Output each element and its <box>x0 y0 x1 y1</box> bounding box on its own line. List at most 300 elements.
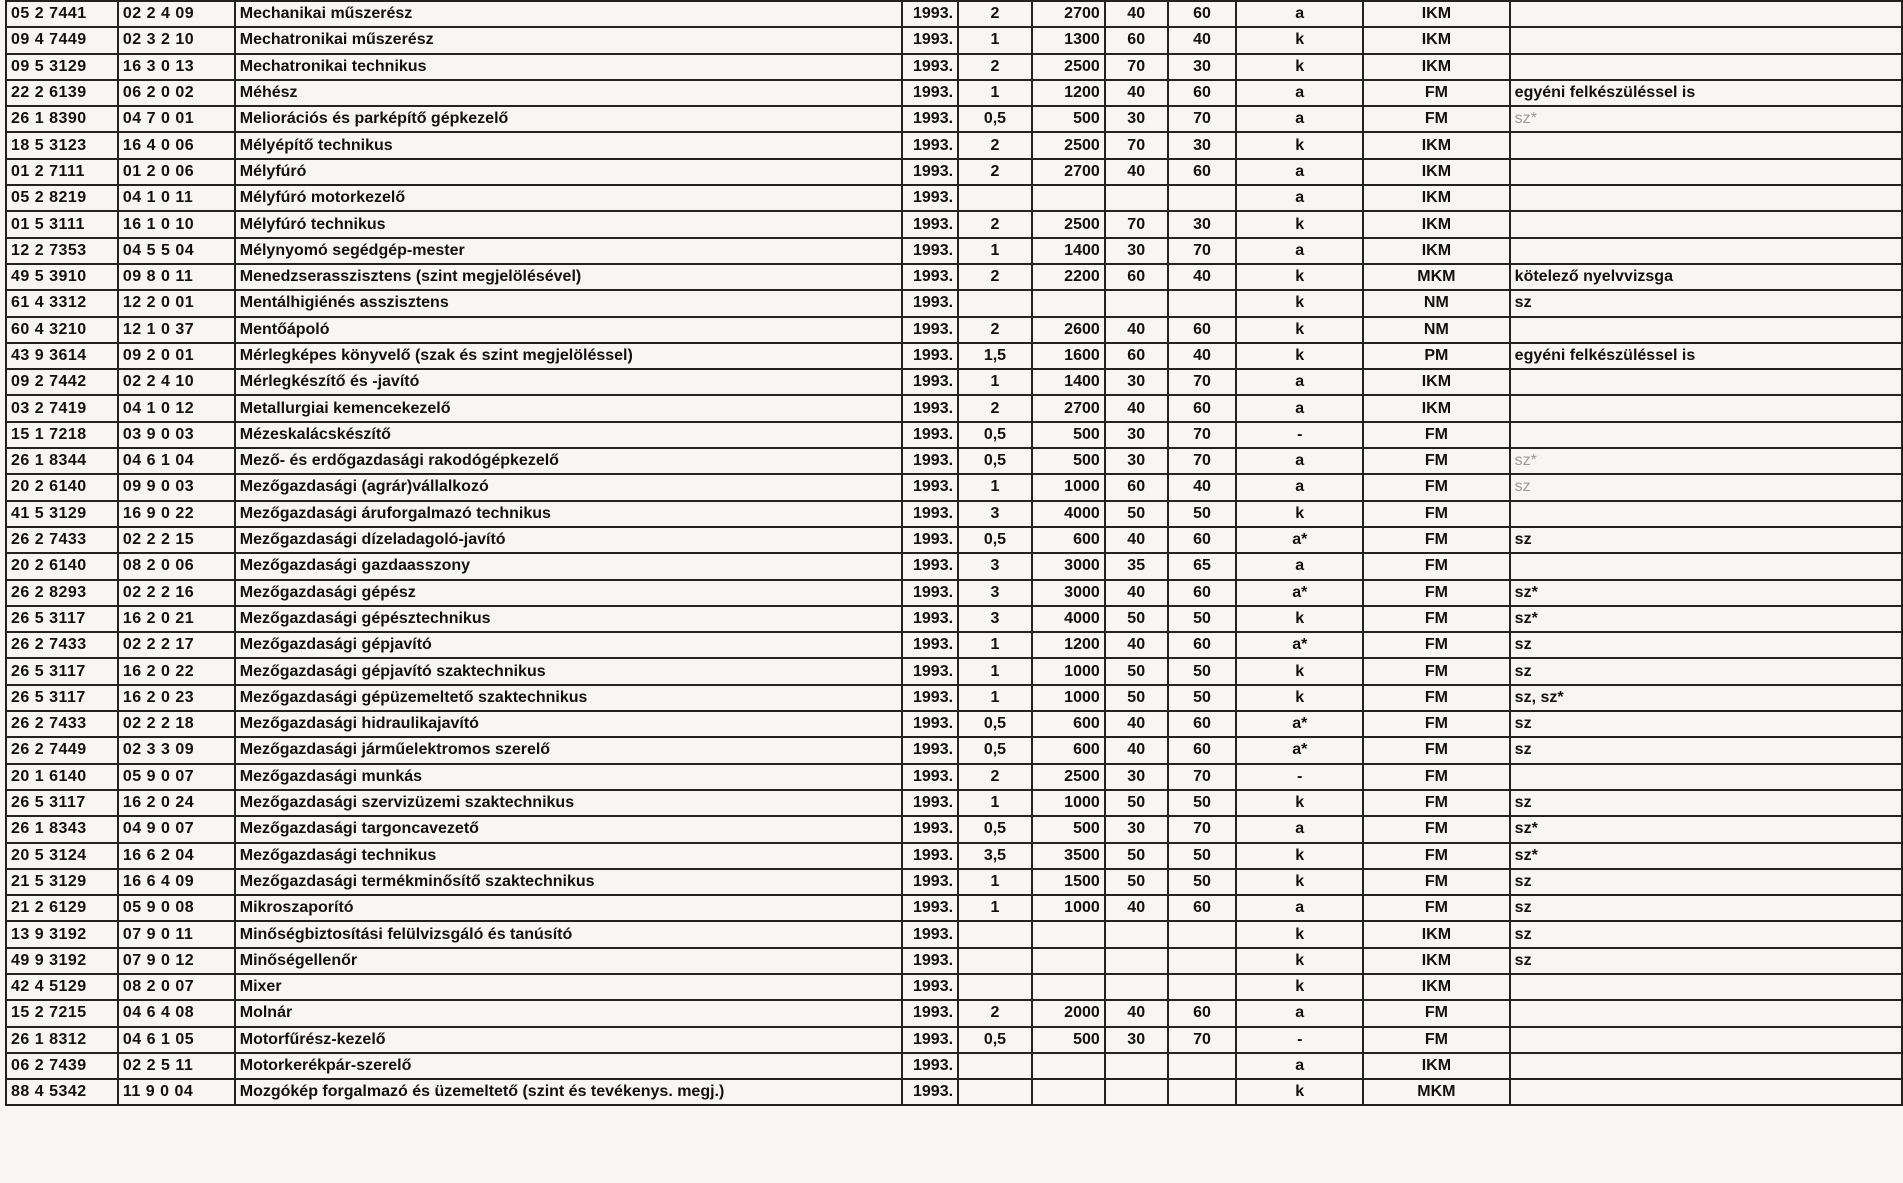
cell-year: 1993. <box>902 921 958 947</box>
cell-theory-percent: 40 <box>1105 80 1168 106</box>
cell-note <box>1510 132 1902 158</box>
cell-note: sz <box>1510 711 1902 737</box>
cell-practice-percent: 50 <box>1168 606 1237 632</box>
cell-duration <box>958 185 1032 211</box>
cell-year: 1993. <box>902 553 958 579</box>
cell-code-2: 11 9 0 04 <box>118 1079 235 1105</box>
cell-year: 1993. <box>902 869 958 895</box>
cell-hours <box>1032 290 1105 316</box>
cell-name: Mezőgazdasági járműelektromos szerelő <box>235 737 902 763</box>
cell-code-1: 43 9 3614 <box>6 343 118 369</box>
cell-practice-percent: 70 <box>1168 764 1237 790</box>
cell-theory-percent: 60 <box>1105 264 1168 290</box>
cell-note: sz <box>1510 948 1902 974</box>
cell-code-1: 01 2 7111 <box>6 159 118 185</box>
cell-note: sz <box>1510 474 1902 500</box>
cell-code-2: 16 2 0 23 <box>118 685 235 711</box>
cell-exam-type: k <box>1236 290 1363 316</box>
cell-hours: 1600 <box>1032 343 1105 369</box>
cell-theory-percent: 30 <box>1105 1027 1168 1053</box>
cell-note <box>1510 159 1902 185</box>
cell-practice-percent <box>1168 1053 1237 1079</box>
cell-ministry: IKM <box>1363 948 1510 974</box>
cell-ministry: FM <box>1363 685 1510 711</box>
table-row <box>6 54 1902 80</box>
cell-exam-type: k <box>1236 27 1363 53</box>
table-row <box>6 290 1902 316</box>
cell-ministry: IKM <box>1363 369 1510 395</box>
cell-duration: 2 <box>958 1000 1032 1026</box>
cell-practice-percent: 70 <box>1168 1027 1237 1053</box>
table-row <box>6 843 1902 869</box>
cell-code-2: 05 9 0 07 <box>118 764 235 790</box>
cell-practice-percent <box>1168 290 1237 316</box>
cell-duration: 1 <box>958 869 1032 895</box>
cell-duration: 0,5 <box>958 527 1032 553</box>
cell-theory-percent <box>1105 921 1168 947</box>
cell-name: Mechanikai műszerész <box>235 1 902 27</box>
cell-theory-percent: 40 <box>1105 527 1168 553</box>
cell-note: sz <box>1510 737 1902 763</box>
cell-ministry: IKM <box>1363 921 1510 947</box>
cell-name: Mérlegkészítő és -javító <box>235 369 902 395</box>
cell-theory-percent <box>1105 1079 1168 1105</box>
cell-practice-percent: 60 <box>1168 395 1237 421</box>
cell-exam-type: a <box>1236 369 1363 395</box>
table-row <box>6 921 1902 947</box>
cell-practice-percent <box>1168 921 1237 947</box>
table-row <box>6 685 1902 711</box>
cell-note <box>1510 501 1902 527</box>
cell-ministry: FM <box>1363 632 1510 658</box>
cell-name: Mozgókép forgalmazó és üzemeltető (szint és tevékenys. megj.) <box>235 1079 902 1105</box>
cell-name: Mezőgazdasági targoncavezető <box>235 816 902 842</box>
table-row <box>6 869 1902 895</box>
cell-note <box>1510 1027 1902 1053</box>
table-row <box>6 422 1902 448</box>
cell-duration: 1 <box>958 238 1032 264</box>
cell-year: 1993. <box>902 395 958 421</box>
cell-theory-percent: 40 <box>1105 1 1168 27</box>
cell-name: Mérlegképes könyvelő (szak és szint megjelöléssel) <box>235 343 902 369</box>
cell-ministry: FM <box>1363 764 1510 790</box>
cell-note: sz* <box>1510 843 1902 869</box>
cell-code-1: 20 2 6140 <box>6 553 118 579</box>
cell-code-2: 02 2 5 11 <box>118 1053 235 1079</box>
table-row <box>6 1053 1902 1079</box>
table-row <box>6 317 1902 343</box>
cell-exam-type: a <box>1236 448 1363 474</box>
cell-theory-percent: 30 <box>1105 448 1168 474</box>
cell-duration <box>958 1053 1032 1079</box>
cell-name: Mélyfúró technikus <box>235 211 902 237</box>
cell-practice-percent: 40 <box>1168 264 1237 290</box>
cell-practice-percent: 30 <box>1168 54 1237 80</box>
cell-name: Mezőgazdasági gépjavító <box>235 632 902 658</box>
cell-practice-percent: 60 <box>1168 527 1237 553</box>
cell-year: 1993. <box>902 764 958 790</box>
cell-theory-percent: 30 <box>1105 764 1168 790</box>
cell-practice-percent: 60 <box>1168 1 1237 27</box>
cell-exam-type: k <box>1236 921 1363 947</box>
cell-ministry: FM <box>1363 843 1510 869</box>
cell-duration: 0,5 <box>958 737 1032 763</box>
cell-year: 1993. <box>902 132 958 158</box>
cell-code-2: 02 2 2 17 <box>118 632 235 658</box>
cell-year: 1993. <box>902 948 958 974</box>
cell-code-1: 13 9 3192 <box>6 921 118 947</box>
cell-practice-percent: 70 <box>1168 816 1237 842</box>
cell-name: Mező- és erdőgazdasági rakodógépkezelő <box>235 448 902 474</box>
table-row <box>6 527 1902 553</box>
cell-year: 1993. <box>902 80 958 106</box>
cell-code-2: 12 1 0 37 <box>118 317 235 343</box>
cell-year: 1993. <box>902 211 958 237</box>
cell-hours: 1400 <box>1032 369 1105 395</box>
cell-duration: 2 <box>958 764 1032 790</box>
cell-ministry: FM <box>1363 580 1510 606</box>
cell-practice-percent: 60 <box>1168 711 1237 737</box>
cell-code-1: 21 5 3129 <box>6 869 118 895</box>
cell-code-1: 26 1 8390 <box>6 106 118 132</box>
qualification-table <box>5 0 1903 1106</box>
cell-ministry: MKM <box>1363 264 1510 290</box>
cell-name: Mezőgazdasági gépüzemeltető szaktechnikus <box>235 685 902 711</box>
cell-code-2: 08 2 0 06 <box>118 553 235 579</box>
cell-ministry: FM <box>1363 448 1510 474</box>
cell-theory-percent: 70 <box>1105 132 1168 158</box>
cell-ministry: FM <box>1363 474 1510 500</box>
cell-exam-type: k <box>1236 869 1363 895</box>
cell-code-2: 07 9 0 11 <box>118 921 235 947</box>
cell-year: 1993. <box>902 737 958 763</box>
cell-duration: 2 <box>958 211 1032 237</box>
cell-theory-percent: 50 <box>1105 501 1168 527</box>
cell-name: Mezőgazdasági gépész <box>235 580 902 606</box>
cell-year: 1993. <box>902 527 958 553</box>
cell-name: Mezőgazdasági gépjavító szaktechnikus <box>235 658 902 684</box>
cell-note: sz* <box>1510 606 1902 632</box>
table-row <box>6 474 1902 500</box>
table-row <box>6 658 1902 684</box>
cell-code-2: 04 6 1 04 <box>118 448 235 474</box>
cell-code-2: 16 2 0 21 <box>118 606 235 632</box>
cell-name: Mélyfúró motorkezelő <box>235 185 902 211</box>
cell-year: 1993. <box>902 448 958 474</box>
cell-ministry: FM <box>1363 1000 1510 1026</box>
cell-code-1: 09 5 3129 <box>6 54 118 80</box>
cell-hours: 2500 <box>1032 211 1105 237</box>
table-row <box>6 790 1902 816</box>
cell-exam-type: a <box>1236 1053 1363 1079</box>
cell-duration: 2 <box>958 54 1032 80</box>
cell-duration: 0,5 <box>958 816 1032 842</box>
cell-duration: 1 <box>958 685 1032 711</box>
cell-year: 1993. <box>902 658 958 684</box>
cell-exam-type: a* <box>1236 737 1363 763</box>
cell-practice-percent <box>1168 1079 1237 1105</box>
cell-year: 1993. <box>902 106 958 132</box>
cell-note: sz <box>1510 527 1902 553</box>
cell-year: 1993. <box>902 1 958 27</box>
cell-hours: 500 <box>1032 448 1105 474</box>
cell-code-1: 26 1 8344 <box>6 448 118 474</box>
cell-code-2: 04 1 0 12 <box>118 395 235 421</box>
table-row <box>6 80 1902 106</box>
cell-ministry: IKM <box>1363 395 1510 421</box>
cell-note <box>1510 1079 1902 1105</box>
cell-name: Mentálhigiénés asszisztens <box>235 290 902 316</box>
cell-ministry: FM <box>1363 422 1510 448</box>
cell-code-2: 16 1 0 10 <box>118 211 235 237</box>
cell-code-1: 26 2 7449 <box>6 737 118 763</box>
cell-exam-type: - <box>1236 1027 1363 1053</box>
cell-code-1: 26 5 3117 <box>6 606 118 632</box>
cell-note <box>1510 211 1902 237</box>
cell-duration: 1 <box>958 27 1032 53</box>
cell-code-1: 26 2 8293 <box>6 580 118 606</box>
cell-year: 1993. <box>902 816 958 842</box>
table-row <box>6 264 1902 290</box>
cell-duration <box>958 1079 1032 1105</box>
cell-code-2: 04 9 0 07 <box>118 816 235 842</box>
cell-ministry: FM <box>1363 711 1510 737</box>
cell-practice-percent: 30 <box>1168 211 1237 237</box>
cell-ministry: FM <box>1363 606 1510 632</box>
cell-code-2: 04 1 0 11 <box>118 185 235 211</box>
cell-hours: 1000 <box>1032 658 1105 684</box>
cell-theory-percent: 35 <box>1105 553 1168 579</box>
cell-code-1: 21 2 6129 <box>6 895 118 921</box>
cell-name: Mezőgazdasági termékminősítő szaktechnikus <box>235 869 902 895</box>
cell-practice-percent: 60 <box>1168 895 1237 921</box>
cell-exam-type: k <box>1236 211 1363 237</box>
cell-practice-percent <box>1168 948 1237 974</box>
cell-theory-percent: 30 <box>1105 422 1168 448</box>
cell-code-2: 16 4 0 06 <box>118 132 235 158</box>
cell-theory-percent: 30 <box>1105 816 1168 842</box>
cell-code-1: 12 2 7353 <box>6 238 118 264</box>
cell-exam-type: a <box>1236 238 1363 264</box>
cell-theory-percent: 40 <box>1105 632 1168 658</box>
cell-hours: 1400 <box>1032 238 1105 264</box>
table-row <box>6 1027 1902 1053</box>
cell-duration <box>958 974 1032 1000</box>
cell-exam-type: k <box>1236 264 1363 290</box>
cell-practice-percent: 50 <box>1168 790 1237 816</box>
cell-name: Mezőgazdasági gépésztechnikus <box>235 606 902 632</box>
cell-hours: 3000 <box>1032 580 1105 606</box>
cell-year: 1993. <box>902 685 958 711</box>
cell-theory-percent: 50 <box>1105 685 1168 711</box>
cell-year: 1993. <box>902 369 958 395</box>
cell-code-1: 42 4 5129 <box>6 974 118 1000</box>
cell-duration <box>958 921 1032 947</box>
cell-note <box>1510 553 1902 579</box>
cell-code-1: 26 2 7433 <box>6 527 118 553</box>
cell-duration: 2 <box>958 317 1032 343</box>
cell-duration: 1 <box>958 632 1032 658</box>
cell-note <box>1510 54 1902 80</box>
cell-name: Metallurgiai kemencekezelő <box>235 395 902 421</box>
cell-ministry: IKM <box>1363 185 1510 211</box>
cell-practice-percent: 50 <box>1168 685 1237 711</box>
cell-year: 1993. <box>902 974 958 1000</box>
cell-hours: 600 <box>1032 711 1105 737</box>
cell-code-2: 09 8 0 11 <box>118 264 235 290</box>
cell-ministry: PM <box>1363 343 1510 369</box>
cell-ministry: NM <box>1363 317 1510 343</box>
table-row <box>6 27 1902 53</box>
cell-duration <box>958 290 1032 316</box>
table-row <box>6 711 1902 737</box>
cell-hours: 4000 <box>1032 606 1105 632</box>
table-row <box>6 606 1902 632</box>
cell-note: sz* <box>1510 816 1902 842</box>
cell-theory-percent: 60 <box>1105 474 1168 500</box>
cell-practice-percent: 60 <box>1168 580 1237 606</box>
cell-hours: 1000 <box>1032 790 1105 816</box>
cell-year: 1993. <box>902 290 958 316</box>
table-row <box>6 395 1902 421</box>
cell-practice-percent: 60 <box>1168 80 1237 106</box>
cell-code-2: 04 5 5 04 <box>118 238 235 264</box>
cell-year: 1993. <box>902 159 958 185</box>
cell-hours: 1500 <box>1032 869 1105 895</box>
cell-hours: 2500 <box>1032 54 1105 80</box>
cell-year: 1993. <box>902 711 958 737</box>
cell-name: Mezőgazdasági szervizüzemi szaktechnikus <box>235 790 902 816</box>
cell-duration <box>958 948 1032 974</box>
cell-hours: 3000 <box>1032 553 1105 579</box>
cell-year: 1993. <box>902 1079 958 1105</box>
cell-hours: 2500 <box>1032 764 1105 790</box>
cell-ministry: NM <box>1363 290 1510 316</box>
cell-ministry: IKM <box>1363 54 1510 80</box>
cell-exam-type: k <box>1236 948 1363 974</box>
cell-code-1: 09 4 7449 <box>6 27 118 53</box>
cell-duration: 1 <box>958 474 1032 500</box>
cell-hours: 2700 <box>1032 159 1105 185</box>
cell-year: 1993. <box>902 474 958 500</box>
table-row <box>6 764 1902 790</box>
table-row <box>6 211 1902 237</box>
cell-theory-percent: 70 <box>1105 54 1168 80</box>
cell-practice-percent: 60 <box>1168 737 1237 763</box>
cell-note: egyéni felkészüléssel is <box>1510 80 1902 106</box>
cell-duration: 0,5 <box>958 106 1032 132</box>
cell-theory-percent: 30 <box>1105 238 1168 264</box>
cell-hours: 2700 <box>1032 395 1105 421</box>
cell-code-1: 26 2 7433 <box>6 711 118 737</box>
cell-exam-type: - <box>1236 422 1363 448</box>
cell-note <box>1510 238 1902 264</box>
cell-ministry: FM <box>1363 553 1510 579</box>
cell-hours: 500 <box>1032 106 1105 132</box>
cell-duration: 1 <box>958 80 1032 106</box>
cell-ministry: IKM <box>1363 974 1510 1000</box>
cell-theory-percent <box>1105 974 1168 1000</box>
cell-hours <box>1032 948 1105 974</box>
cell-note <box>1510 185 1902 211</box>
cell-code-2: 02 2 4 09 <box>118 1 235 27</box>
cell-name: Minőségellenőr <box>235 948 902 974</box>
cell-duration: 3 <box>958 501 1032 527</box>
cell-theory-percent: 40 <box>1105 317 1168 343</box>
table-body <box>6 1 1902 1105</box>
cell-code-1: 18 5 3123 <box>6 132 118 158</box>
table-row <box>6 369 1902 395</box>
cell-name: Mezőgazdasági munkás <box>235 764 902 790</box>
cell-ministry: FM <box>1363 737 1510 763</box>
cell-note: sz <box>1510 921 1902 947</box>
cell-duration: 2 <box>958 159 1032 185</box>
cell-theory-percent: 40 <box>1105 895 1168 921</box>
cell-exam-type: k <box>1236 658 1363 684</box>
cell-hours: 500 <box>1032 816 1105 842</box>
cell-hours: 4000 <box>1032 501 1105 527</box>
cell-duration: 1 <box>958 790 1032 816</box>
cell-hours: 2500 <box>1032 132 1105 158</box>
cell-theory-percent: 60 <box>1105 27 1168 53</box>
cell-exam-type: k <box>1236 317 1363 343</box>
cell-name: Mélyépítő technikus <box>235 132 902 158</box>
cell-code-1: 20 5 3124 <box>6 843 118 869</box>
cell-note <box>1510 1053 1902 1079</box>
cell-hours: 1200 <box>1032 80 1105 106</box>
cell-code-1: 15 1 7218 <box>6 422 118 448</box>
cell-year: 1993. <box>902 238 958 264</box>
cell-name: Mélyfúró <box>235 159 902 185</box>
table-row <box>6 238 1902 264</box>
table-row <box>6 501 1902 527</box>
cell-theory-percent: 40 <box>1105 580 1168 606</box>
cell-hours <box>1032 1079 1105 1105</box>
cell-note <box>1510 1 1902 27</box>
cell-year: 1993. <box>902 501 958 527</box>
cell-exam-type: k <box>1236 501 1363 527</box>
cell-exam-type: k <box>1236 685 1363 711</box>
cell-note: sz <box>1510 658 1902 684</box>
cell-code-1: 22 2 6139 <box>6 80 118 106</box>
cell-ministry: IKM <box>1363 27 1510 53</box>
cell-duration: 0,5 <box>958 711 1032 737</box>
cell-name: Mezőgazdasági technikus <box>235 843 902 869</box>
table-row <box>6 632 1902 658</box>
cell-hours: 600 <box>1032 527 1105 553</box>
cell-hours: 1300 <box>1032 27 1105 53</box>
cell-duration: 2 <box>958 264 1032 290</box>
cell-year: 1993. <box>902 843 958 869</box>
cell-name: Mézeskalácskészítő <box>235 422 902 448</box>
cell-ministry: FM <box>1363 501 1510 527</box>
table-row <box>6 737 1902 763</box>
cell-code-2: 04 7 0 01 <box>118 106 235 132</box>
cell-practice-percent: 40 <box>1168 343 1237 369</box>
cell-code-1: 03 2 7419 <box>6 395 118 421</box>
cell-code-1: 26 5 3117 <box>6 790 118 816</box>
cell-practice-percent: 70 <box>1168 238 1237 264</box>
cell-practice-percent: 70 <box>1168 422 1237 448</box>
cell-exam-type: k <box>1236 343 1363 369</box>
cell-exam-type: k <box>1236 606 1363 632</box>
cell-note <box>1510 1000 1902 1026</box>
cell-ministry: IKM <box>1363 132 1510 158</box>
cell-duration: 3 <box>958 553 1032 579</box>
cell-practice-percent: 60 <box>1168 159 1237 185</box>
cell-code-2: 04 6 1 05 <box>118 1027 235 1053</box>
cell-duration: 3 <box>958 580 1032 606</box>
